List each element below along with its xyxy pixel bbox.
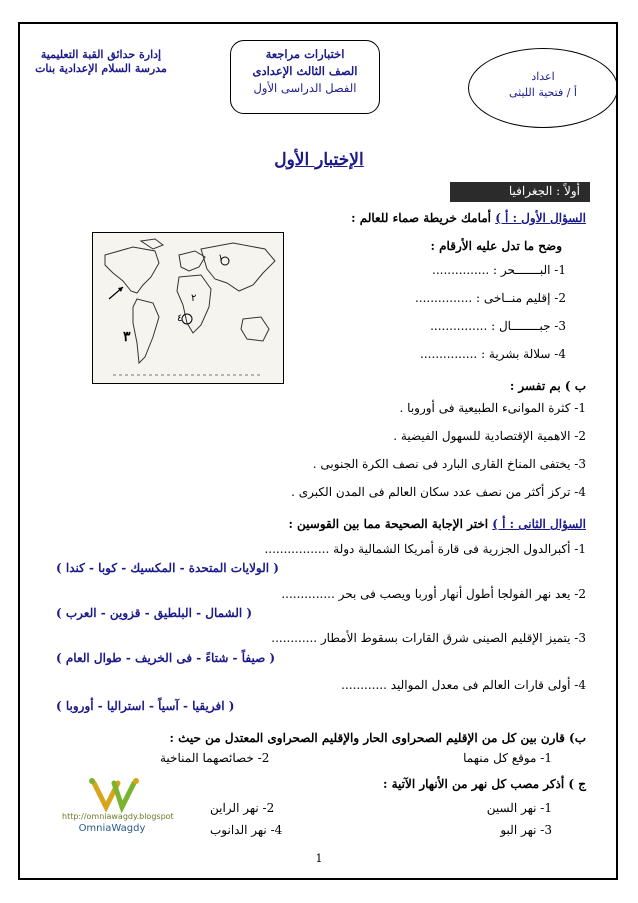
map-number-1: ١	[218, 253, 224, 264]
q2c-heading: ج ) أذكر مصب كل نهر من الأنهار الآتية :	[382, 777, 586, 791]
prepared-by-box	[468, 48, 618, 128]
logo-name: OmniaWagdy	[78, 823, 146, 834]
map-number-3: ٣	[123, 329, 131, 345]
q2c-item-1: 1- نهر السين	[486, 801, 552, 815]
q1-heading: السؤال الأول : أ )	[495, 211, 586, 225]
greenland-outline	[141, 239, 163, 249]
section-label: أولاً : الجغرافيا	[450, 182, 590, 202]
logo-url: http://omniawagdy.blogspot	[62, 812, 174, 821]
school-district: إدارة حدائق القبة التعليمية	[40, 48, 162, 61]
q1b-item-3: 3- يختفى المناخ القارى البارد فى نصف الكرة الجنوبى .	[312, 457, 586, 471]
q2-item-2: 2- يعد نهر الفولجا أطول أنهار أوربا ويصب فى بحر ..............	[281, 587, 586, 601]
q2b-item-1: 1- موقع كل منهما	[463, 751, 552, 765]
q1b-item-1: 1- كثرة الموانىء الطبيعية فى أوروبا .	[399, 401, 586, 415]
q2-item-4-options: ( افريقيا - آسياً - استراليا - أوروبا )	[56, 699, 235, 713]
exam-title-box	[230, 40, 380, 114]
q2-heading-rest: اختر الإجابة الصحيحة مما بين القوسين :	[288, 517, 489, 531]
exam-title: الإختبار الأول	[274, 150, 364, 170]
q2c-item-4: 4- نهر الدانوب	[210, 823, 283, 837]
q1b-item-2: 2- الاهمية الإقتصادية للسهول الفيضية .	[393, 429, 586, 443]
exam-type: اختبارات مراجعة	[265, 47, 345, 61]
q1b-item-4: 4- تركز أكثر من نصف عدد سكان العالم فى المدن الكبرى .	[291, 485, 586, 499]
europe-outline	[179, 251, 205, 271]
q1-heading-rest: أمامك خريطة صماء للعالم :	[351, 211, 492, 225]
q2-item-3: 3- يتميز الإقليم الصينى شرق القارات بسقوط الأمطار ............	[271, 631, 586, 645]
q1-heading-line	[351, 210, 586, 226]
africa-outline	[177, 275, 211, 333]
omnia-logo	[84, 775, 144, 815]
q1-subheading: وضح ما تدل عليه الأرقام :	[430, 239, 562, 253]
q1-item-4: 4- سلالة بشرية : ...............	[420, 347, 566, 361]
asia-outline	[201, 243, 275, 291]
map-number-2: ٢	[191, 293, 197, 304]
q1-item-2: 2- إقليم منــاخى : ...............	[414, 291, 566, 305]
term: الفصل الدراسى الأول	[253, 81, 357, 95]
q2c-item-2: 2- نهر الراين	[210, 801, 275, 815]
q2b-item-2: 2- خصائصهما المناخية	[160, 751, 270, 765]
q2b-heading: ب) قارن بين كل من الإقليم الصحراوى الحار والإقليم الصحراوى المعتدل من حيث :	[169, 731, 586, 745]
q2-item-1-options: ( الولايات المتحدة - المكسيك - كوبا - كندا )	[56, 561, 279, 575]
prepared-by-name: أ / فتحية الليثى	[508, 86, 577, 99]
q2-item-3-options: ( صيفاً - شتاءً - فى الخريف - طوال العام )	[56, 651, 276, 665]
q2-item-1: 1- أكبرالدول الجزرية فى قارة أمريكا الشمالية دولة .................	[264, 542, 586, 556]
school-name: مدرسة السلام الإعدادية بنات	[35, 62, 167, 75]
logo-caption	[62, 812, 174, 834]
page-number: 1	[315, 852, 323, 865]
logo-icon	[84, 775, 144, 815]
q2-item-2-options: ( الشمال - البلطيق - قزوين - العرب )	[56, 606, 253, 620]
q1-item-1: 1- البـــــــحر : ...............	[432, 263, 566, 277]
world-map	[92, 232, 284, 384]
australia-outline	[241, 317, 269, 341]
q1-item-3: 3- جبــــــــال : ...............	[430, 319, 566, 333]
world-map-svg	[93, 233, 283, 383]
map-number-4: ٤	[177, 313, 183, 324]
south-america-outline	[133, 299, 159, 363]
q2c-item-3: 3- نهر البو	[500, 823, 552, 837]
q2-heading: السؤال الثانى : أ )	[492, 517, 586, 531]
q2-heading-line	[288, 516, 586, 532]
q1b-heading: ب ) بم تفسر :	[509, 379, 586, 393]
school-info	[26, 48, 176, 76]
grade-level: الصف الثالث الإعدادى	[252, 64, 358, 78]
north-america-outline	[105, 247, 159, 293]
prepared-by-label: اعداد	[531, 70, 555, 83]
q2-item-4: 4- أولى قارات العالم فى معدل المواليد ............	[341, 678, 586, 692]
